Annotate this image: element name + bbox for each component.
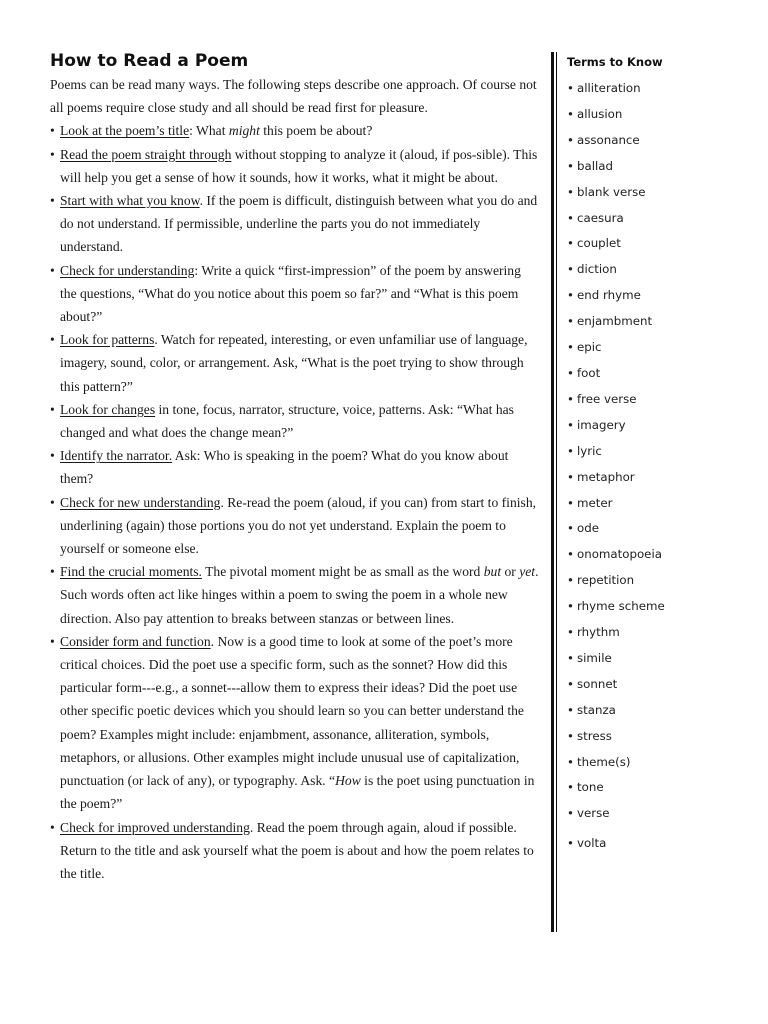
bullet: • (567, 780, 574, 795)
term-item (567, 620, 757, 646)
term-item (567, 361, 757, 387)
step-lead: Identify the narrator. (60, 448, 173, 464)
bullet: • (567, 443, 574, 458)
step-text: without stopping to analyze it (aloud, if pos-sible). This will help you get a sense of how it sounds, how it works, what it might be about. (60, 146, 538, 185)
term-item (567, 698, 757, 724)
term-label: allusion (577, 106, 623, 121)
step-emphasis: might (228, 123, 260, 139)
step-lead: Consider form and function (60, 633, 211, 649)
term-item (567, 542, 757, 568)
term-item (567, 672, 757, 698)
step-emphasis: yet (519, 564, 536, 580)
term-item (567, 594, 757, 620)
term-item (567, 646, 757, 672)
step-item (50, 398, 540, 444)
term-item (567, 283, 757, 309)
bullet: • (567, 599, 574, 614)
bullet: • (50, 819, 55, 835)
term-item (567, 465, 757, 491)
term-item (567, 102, 757, 128)
bullet: • (567, 676, 574, 691)
step-item (50, 630, 540, 816)
bullet: • (567, 158, 574, 173)
term-label: ode (577, 521, 599, 536)
term-label: rhyme scheme (577, 599, 665, 614)
step-lead: Start with what you know (60, 193, 200, 209)
term-item (567, 180, 757, 206)
bullet: • (567, 836, 574, 851)
term-label: stanza (577, 702, 616, 717)
step-text: . Watch for repeated, interesting, or even unfamiliar use of language, imagery, sound, color, or arrangement. Ask, “What is the poet trying to show through this pattern?” (60, 332, 528, 394)
term-label: couplet (577, 236, 621, 251)
step-item (50, 444, 540, 490)
term-item (567, 568, 757, 594)
bullet: • (50, 193, 55, 209)
bullet: • (567, 340, 574, 355)
step-text: : What (189, 123, 229, 139)
bullet: • (567, 702, 574, 717)
step-lead: Check for new understanding (60, 494, 221, 510)
term-label: simile (577, 650, 612, 665)
term-item (567, 387, 757, 413)
term-label: caesura (577, 210, 624, 225)
step-lead: Read the poem straight through (60, 146, 232, 162)
bullet: • (50, 146, 55, 162)
term-label: stress (577, 728, 612, 743)
step-text: or (501, 564, 520, 580)
step-lead: Look at the poem’s title (60, 123, 190, 139)
step-text: Ask: Who is speaking in the poem? What do you know about them? (60, 448, 509, 487)
bullet: • (567, 210, 574, 225)
term-label: end rhyme (577, 288, 641, 303)
step-item (50, 189, 540, 259)
term-label: assonance (577, 132, 640, 147)
bullet: • (567, 288, 574, 303)
term-item (567, 831, 757, 857)
term-label: rhythm (577, 625, 620, 640)
bullet: • (50, 564, 55, 580)
bullet: • (50, 448, 55, 464)
bullet: • (50, 633, 55, 649)
step-text: is the poet using punctuation in the poem?” (60, 773, 535, 812)
term-label: foot (577, 365, 601, 380)
step-text: this poem be about? (259, 123, 373, 139)
step-lead: Find the crucial moments. (60, 564, 202, 580)
bullet: • (50, 123, 55, 139)
term-label: imagery (577, 417, 626, 432)
bullet: • (50, 262, 55, 278)
term-label: blank verse (577, 184, 646, 199)
bullet: • (50, 401, 55, 417)
step-lead: Look for patterns (60, 332, 155, 348)
terms-sidebar (567, 54, 757, 857)
bullet: • (50, 494, 55, 510)
term-item (567, 206, 757, 232)
bullet: • (567, 106, 574, 121)
bullet: • (567, 728, 574, 743)
bullet: • (567, 547, 574, 562)
column-divider (551, 52, 557, 932)
bullet: • (567, 495, 574, 510)
term-label: lyric (577, 443, 602, 458)
bullet: • (567, 365, 574, 380)
term-label: volta (577, 836, 607, 851)
intro-paragraph: Poems can be read many ways. The following steps describe one approach. Of course not all poems require close study and all should be read first for pleasure. (50, 77, 537, 116)
step-item (50, 259, 540, 329)
term-item (567, 750, 757, 776)
step-lead: Look for changes (60, 401, 156, 417)
term-label: repetition (577, 573, 635, 588)
step-text: . Read the poem through again, aloud if possible. Return to the title and ask yourself what the poem is about and how the poem relates to the title. (60, 819, 534, 881)
step-item (50, 491, 540, 561)
term-item (567, 76, 757, 102)
bullet: • (567, 81, 574, 95)
bullet: • (567, 132, 574, 147)
step-text: : Write a quick “first-impression” of the poem by answering the questions, “What do you notice about this poem so far?” and “What is this poem about?” (60, 262, 521, 325)
term-item (567, 516, 757, 542)
step-text: . Now is a good time to look at some of the poet’s more critical choices. Did the poet use a specific form, such as the sonnet? How did this particular form---e.g., a sonnet---allow them to express their ideas? Did the poet use other specific poetic devices which you should learn so you can better understand the poem? Examples might include: enjambment, assonance, alliteration, symbols, metaphors, or allusions. Other examples might include unusual use of capitalization, punctuation (or lack of any), or typography. Ask. “ (60, 633, 524, 789)
term-label: sonnet (577, 676, 618, 691)
term-label: ballad (577, 158, 613, 173)
term-label: onomatopoeia (577, 547, 662, 562)
term-label: meter (577, 495, 613, 510)
bullet: • (567, 262, 574, 277)
term-item (567, 413, 757, 439)
term-item (567, 724, 757, 750)
term-item (567, 231, 757, 257)
bullet: • (567, 184, 574, 199)
bullet: • (567, 650, 574, 665)
term-item (567, 801, 757, 827)
term-item (567, 775, 757, 801)
steps-list (50, 119, 540, 885)
step-item (50, 119, 540, 142)
step-emphasis: How (335, 773, 361, 789)
term-label: alliteration (577, 81, 641, 95)
term-label: tone (577, 780, 604, 795)
term-label: epic (577, 340, 602, 355)
step-text: The pivotal moment might be as small as the word (201, 564, 484, 580)
bullet: • (567, 754, 574, 769)
step-text: . Such words often act like hinges within a poem to swing the poem in a whole new direction. Also pay attention to breaks between stanzas or between lines. (60, 564, 539, 626)
term-label: diction (577, 262, 617, 277)
term-label: verse (577, 806, 610, 821)
term-item (567, 309, 757, 335)
bullet: • (567, 469, 574, 484)
bullet: • (567, 806, 574, 821)
step-item (50, 328, 540, 398)
step-text: . Re-read the poem (aloud, if you can) from start to finish, underlining (again) those portions you do not yet understand. Explain the poem to yourself or someone else. (60, 494, 537, 557)
step-item (50, 143, 540, 189)
bullet: • (567, 521, 574, 536)
term-item (567, 128, 757, 154)
sidebar-title: Terms to Know (567, 55, 663, 69)
step-item (50, 560, 540, 630)
step-lead: Check for understanding (60, 262, 195, 278)
bullet: • (567, 625, 574, 640)
term-item (567, 257, 757, 283)
bullet: • (50, 332, 55, 348)
main-column (50, 50, 540, 885)
term-item (567, 491, 757, 517)
term-item (567, 439, 757, 465)
bullet: • (567, 573, 574, 588)
bullet: • (567, 391, 574, 406)
term-label: free verse (577, 391, 637, 406)
step-item (50, 816, 540, 886)
term-label: enjambment (577, 314, 653, 329)
bullet: • (567, 417, 574, 432)
terms-list (567, 76, 757, 857)
step-text: . If the poem is difficult, distinguish between what you do and do not understand. If permissible, underline the parts you do not immediately understand. (60, 193, 538, 255)
step-lead: Check for improved understanding (60, 819, 250, 835)
page-title: How to Read a Poem (50, 51, 249, 71)
term-item (567, 335, 757, 361)
term-item (567, 154, 757, 180)
term-label: theme(s) (577, 754, 631, 769)
bullet: • (567, 236, 574, 251)
step-text: in tone, focus, narrator, structure, voice, patterns. Ask: “What has changed and what does the change mean?” (60, 401, 514, 441)
step-emphasis: but (483, 564, 502, 580)
term-label: metaphor (577, 469, 635, 484)
bullet: • (567, 314, 574, 329)
